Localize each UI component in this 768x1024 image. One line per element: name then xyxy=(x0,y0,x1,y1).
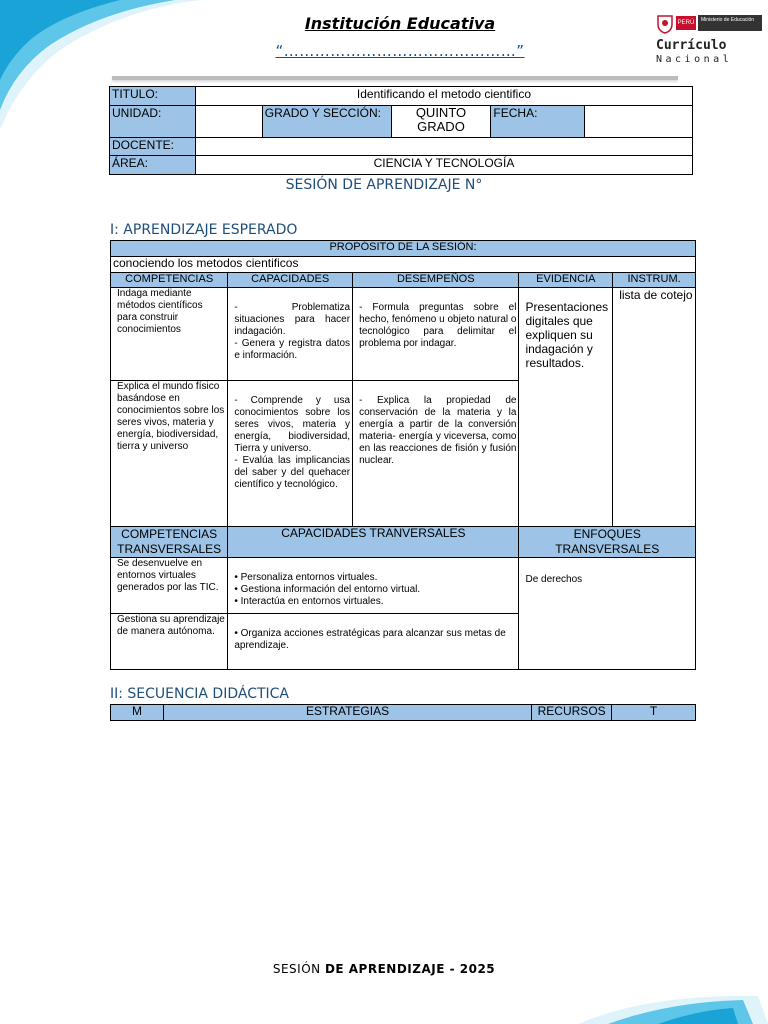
evidencia-cell: Presentaciones digitales que expliquen su indagación y resultados. xyxy=(519,288,613,527)
proposito-value: conociendo los metodos cientificos xyxy=(111,257,696,273)
titulo-value: Identificando el metodo cientifico xyxy=(195,87,692,106)
grado-value: QUINTO GRADO xyxy=(391,106,491,138)
competencia-cell: Indaga mediante métodos científicos para construir conocimientos xyxy=(111,288,228,381)
col-competencias: COMPETENCIAS xyxy=(111,273,228,288)
logo-brand-line1: Currículo xyxy=(656,38,727,53)
proposito-label: PROPÓSITO DE LA SESIÓN: xyxy=(111,241,696,257)
aprendizaje-table xyxy=(110,240,696,670)
section-heading-secuencia: II: SECUENCIA DIDÁCTICA xyxy=(110,686,290,702)
col-evidencia: EVIDENCIA xyxy=(519,273,613,288)
capacidades-transversales-cell: • Organiza acciones estratégicas para alcanzar sus metas de aprendizaje. xyxy=(228,614,519,670)
logo-country: PERÚ xyxy=(676,16,696,30)
capacidades-cell: - Problematiza situaciones para hacer indagación. - Genera y registra datos e información. xyxy=(228,288,353,381)
section-heading-aprendizaje: I: APRENDIZAJE ESPERADO xyxy=(110,222,298,238)
session-info-table xyxy=(109,86,693,175)
col-momento: M xyxy=(111,705,164,721)
col-capacidades-transversales: CAPACIDADES TRANVERSALES xyxy=(228,527,519,558)
page-footer xyxy=(0,962,768,976)
unidad-value xyxy=(195,106,262,138)
col-enfoques-transversales: ENFOQUES TRANSVERSALES xyxy=(519,527,696,558)
docente-value xyxy=(195,138,692,156)
session-title: SESIÓN DE APRENDIZAJE N° xyxy=(285,177,483,193)
col-recursos: RECURSOS xyxy=(532,705,612,721)
fecha-label: FECHA: xyxy=(491,106,585,138)
competencia-transversal-cell: Gestiona su aprendizaje de manera autónoma. xyxy=(111,614,228,670)
curriculo-nacional-logo xyxy=(654,12,762,68)
competencia-cell: Explica el mundo físico basándose en conocimientos sobre los seres vivos, materia y energía, biodiversidad, tierra y universo xyxy=(111,381,228,527)
instrumento-cell: lista de cotejo xyxy=(613,288,696,527)
footer-prefix: SESIÓN xyxy=(272,962,325,976)
unidad-label: UNIDAD: xyxy=(110,106,196,138)
area-label: ÁREA: xyxy=(110,156,196,175)
institution-name-placeholder: “………………………………………” xyxy=(275,42,525,60)
fecha-value xyxy=(585,106,693,138)
area-value: CIENCIA Y TECNOLOGÍA xyxy=(195,156,692,175)
col-tiempo: T xyxy=(612,705,696,721)
capacidades-cell: - Comprende y usa conocimientos sobre los seres vivos, materia y energía, biodiversidad, Tierra y universo. - Evalúa las implicancias del saber y del quehacer científico y tecnológico. xyxy=(228,381,353,527)
grado-label: GRADO Y SECCIÓN: xyxy=(262,106,391,138)
logo-ministry: Ministerio de Educación xyxy=(698,15,762,31)
desempenos-cell: - Explica la propiedad de conservación de la materia y la energía a partir de la conversión materia- energía y viceversa, como en las reacciones de fisión y fusión nuclear. xyxy=(353,381,519,527)
titulo-label: TITULO: xyxy=(110,87,196,106)
institution-title: Institución Educativa xyxy=(304,14,496,33)
footer-bold: DE APRENDIZAJE - 2025 xyxy=(324,962,496,976)
col-capacidades: CAPACIDADES xyxy=(228,273,353,288)
competencia-transversal-cell: Se desenvuelve en entornos virtuales generados por las TIC. xyxy=(111,558,228,614)
docente-label: DOCENTE: xyxy=(110,138,196,156)
corner-wave-decoration-bottom xyxy=(568,994,768,1024)
enfoque-cell: De derechos xyxy=(519,558,696,670)
header-divider xyxy=(112,76,678,80)
col-instrumento: INSTRUM. xyxy=(613,273,696,288)
col-estrategias: ESTRATEGIAS xyxy=(163,705,531,721)
desempenos-cell: - Formula preguntas sobre el hecho, fenómeno u objeto natural o tecnológico para delimitar el problema por indagar. xyxy=(353,288,519,381)
capacidades-transversales-cell: • Personaliza entornos virtuales. • Gestiona información del entorno virtual. • Interactúa en entornos virtuales. xyxy=(228,558,519,614)
logo-brand-line2: Nacional xyxy=(656,54,733,65)
col-desempenos: DESEMPEÑOS xyxy=(353,273,519,288)
secuencia-table xyxy=(110,704,696,721)
col-competencias-transversales: COMPETENCIAS TRANSVERSALES xyxy=(111,527,228,558)
peru-shield-icon xyxy=(656,14,674,34)
